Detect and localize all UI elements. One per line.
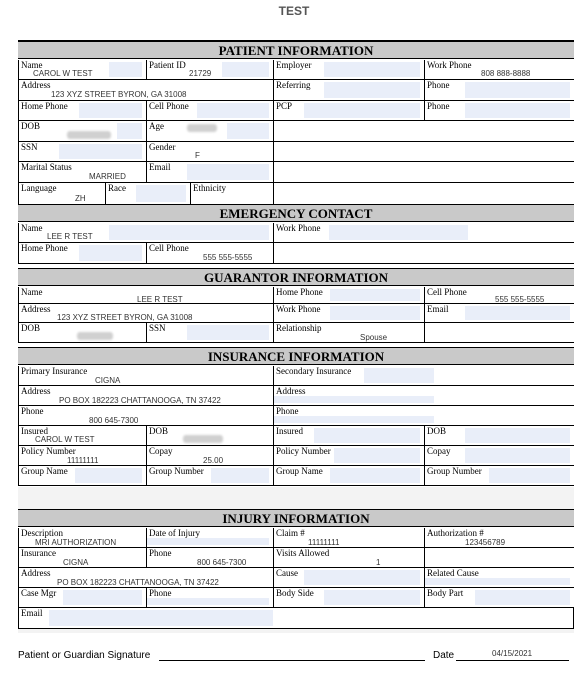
emergency-name-field[interactable] bbox=[18, 223, 273, 242]
race-label: Race bbox=[108, 183, 126, 193]
emergency-home-phone-field[interactable] bbox=[18, 243, 146, 263]
cause-field[interactable] bbox=[273, 568, 424, 587]
policy-number-field[interactable] bbox=[18, 446, 146, 465]
guarantor-email-label: Email bbox=[427, 304, 449, 314]
patient-address-field[interactable] bbox=[18, 80, 273, 100]
guarantor-address-label: Address bbox=[21, 304, 51, 314]
marital-label: Marital Status bbox=[21, 162, 72, 172]
redacted-guarantor-dob bbox=[77, 332, 113, 340]
insurance-phone-field[interactable] bbox=[18, 406, 273, 425]
guarantor-ssn-field[interactable] bbox=[146, 323, 273, 342]
email-field[interactable] bbox=[146, 162, 273, 182]
claim-label: Claim # bbox=[276, 528, 305, 538]
guarantor-address-value: 123 XYZ STREET BYRON, GA 31008 bbox=[57, 313, 193, 322]
guarantor-home-phone-field[interactable] bbox=[273, 287, 424, 303]
signature-label: Patient or Guardian Signature bbox=[18, 650, 151, 661]
pcp-label: PCP bbox=[276, 101, 293, 111]
injury-insurance-label: Insurance bbox=[21, 548, 56, 558]
patient-phone2-field[interactable] bbox=[424, 101, 574, 120]
guarantor-name-value: LEE R TEST bbox=[137, 295, 183, 303]
work-phone-label: Work Phone bbox=[427, 60, 472, 70]
relationship-field[interactable] bbox=[273, 323, 424, 342]
secondary-insurance-field[interactable] bbox=[273, 366, 574, 385]
referring-label: Referring bbox=[276, 80, 311, 90]
emergency-name-value: LEE R TEST bbox=[47, 232, 93, 241]
patient-id-value: 21729 bbox=[189, 69, 212, 78]
guarantor-work-phone-label: Work Phone bbox=[276, 304, 321, 314]
claim-value: 11111111 bbox=[308, 538, 340, 547]
description-label: Description bbox=[21, 528, 63, 538]
policy-number2-label: Policy Number bbox=[276, 446, 331, 456]
relationship-label: Relationship bbox=[276, 323, 322, 333]
insurance-phone2-label: Phone bbox=[276, 406, 299, 416]
copay-label: Copay bbox=[149, 446, 173, 456]
case-mgr-label: Case Mgr bbox=[21, 588, 57, 598]
relationship-value: Spouse bbox=[360, 333, 388, 342]
insured-dob-label: DOB bbox=[149, 426, 169, 436]
spacer bbox=[18, 487, 574, 509]
ethnicity-label: Ethnicity bbox=[193, 183, 226, 193]
patient-work-phone-field[interactable] bbox=[424, 60, 574, 79]
work-phone-value: 808 888-8888 bbox=[481, 69, 531, 78]
insured-field[interactable] bbox=[18, 426, 146, 445]
guarantor-work-phone-field[interactable] bbox=[273, 304, 424, 322]
insurance-phone2-field[interactable] bbox=[273, 406, 574, 425]
date-of-injury-field[interactable] bbox=[146, 528, 273, 547]
insurance-address2-field[interactable] bbox=[273, 386, 574, 405]
page-title: TEST bbox=[278, 4, 310, 18]
guarantor-cell-phone-value: 555 555-5555 bbox=[495, 295, 545, 303]
address-label: Address bbox=[21, 80, 51, 90]
patient-cell-phone-field[interactable] bbox=[146, 101, 273, 120]
patient-phone-field[interactable] bbox=[424, 80, 574, 100]
group-name2-label: Group Name bbox=[276, 466, 323, 476]
emergency-cell-phone-value: 555 555-5555 bbox=[203, 253, 253, 262]
group-name2-field[interactable] bbox=[273, 466, 424, 485]
dob-label: DOB bbox=[21, 121, 41, 131]
guarantor-email-field[interactable] bbox=[424, 304, 574, 322]
copay2-label: Copay bbox=[427, 446, 451, 456]
visits-allowed-value: 1 bbox=[376, 558, 381, 567]
group-name-label: Group Name bbox=[21, 466, 68, 476]
insured2-label: Insured bbox=[276, 426, 303, 436]
redacted-dob bbox=[67, 131, 111, 139]
ssn-label: SSN bbox=[21, 142, 38, 152]
gender-value: F bbox=[195, 151, 200, 160]
body-side-field[interactable] bbox=[273, 588, 424, 607]
insurance-address-field[interactable] bbox=[18, 386, 273, 405]
section-header-patient: PATIENT INFORMATION bbox=[18, 41, 574, 59]
pcp-field[interactable] bbox=[273, 101, 424, 120]
primary-insurance-value: CIGNA bbox=[95, 376, 121, 385]
insured2-field[interactable] bbox=[273, 426, 424, 445]
visits-allowed-field[interactable] bbox=[273, 548, 424, 567]
description-value: MRI AUTHORIZATION bbox=[35, 538, 117, 547]
authorization-value: 123456789 bbox=[465, 538, 506, 547]
emergency-work-phone-label: Work Phone bbox=[276, 223, 321, 233]
injury-phone-field[interactable] bbox=[146, 548, 273, 567]
date-label: Date bbox=[433, 650, 455, 661]
age-field[interactable] bbox=[146, 121, 273, 141]
cause-label: Cause bbox=[276, 568, 298, 578]
insured-dob-field[interactable] bbox=[146, 426, 273, 445]
insured-label: Insured bbox=[21, 426, 48, 436]
copay2-field[interactable] bbox=[424, 446, 574, 465]
group-number-field[interactable] bbox=[146, 466, 273, 485]
policy-number2-field[interactable] bbox=[273, 446, 424, 465]
authorization-field[interactable] bbox=[424, 528, 574, 547]
language-value: ZH bbox=[75, 194, 86, 203]
gender-field[interactable] bbox=[146, 142, 273, 161]
signature-line[interactable] bbox=[159, 660, 425, 661]
section-header-insurance: INSURANCE INFORMATION bbox=[18, 347, 574, 365]
insured2-dob-label: DOB bbox=[427, 426, 447, 436]
injury-address-label: Address bbox=[21, 568, 51, 578]
injury-email-field[interactable] bbox=[18, 608, 574, 628]
guarantor-grid bbox=[18, 287, 574, 343]
redacted-age bbox=[187, 124, 217, 132]
insurance-grid bbox=[18, 366, 574, 486]
policy-number-label: Policy Number bbox=[21, 446, 76, 456]
related-cause-label: Related Cause bbox=[427, 568, 479, 578]
emergency-name-label: Name bbox=[21, 223, 43, 233]
injury-address-value: PO BOX 182223 CHATTANOOGA, TN 37422 bbox=[57, 578, 219, 587]
copay-field[interactable] bbox=[146, 446, 273, 465]
employer-field[interactable] bbox=[273, 60, 424, 79]
injury-address-field[interactable] bbox=[18, 568, 273, 587]
insurance-address-label: Address bbox=[21, 386, 51, 396]
home-phone-label: Home Phone bbox=[21, 101, 68, 111]
emergency-cell-phone-field[interactable] bbox=[146, 243, 273, 263]
guarantor-dob-field[interactable] bbox=[18, 323, 146, 342]
date-line bbox=[456, 660, 569, 661]
injury-phone2-label: Phone bbox=[149, 588, 172, 598]
emergency-cell-phone-label: Cell Phone bbox=[149, 243, 189, 253]
injury-grid bbox=[18, 528, 574, 629]
emergency-home-phone-label: Home Phone bbox=[21, 243, 68, 253]
body-part-label: Body Part bbox=[427, 588, 464, 598]
cell-phone-label: Cell Phone bbox=[149, 101, 189, 111]
guarantor-home-phone-label: Home Phone bbox=[276, 287, 323, 297]
emergency-work-phone-field[interactable] bbox=[273, 223, 574, 242]
policy-number-value: 11111111 bbox=[67, 456, 99, 465]
address-value: 123 XYZ STREET BYRON, GA 31008 bbox=[51, 90, 187, 99]
patient-name-value: CAROL W TEST bbox=[33, 69, 93, 78]
employer-label: Employer bbox=[276, 60, 312, 70]
referring-field[interactable] bbox=[273, 80, 424, 100]
emergency-grid bbox=[18, 223, 574, 264]
patient-name-label: Name bbox=[21, 60, 43, 70]
authorization-label: Authorization # bbox=[427, 528, 484, 538]
injury-phone-value: 800 645-7300 bbox=[197, 558, 247, 567]
signature-row bbox=[18, 648, 574, 662]
group-name-field[interactable] bbox=[18, 466, 146, 485]
insurance-phone-value: 800 645-7300 bbox=[89, 416, 139, 425]
injury-email-label: Email bbox=[21, 608, 43, 618]
email-label: Email bbox=[149, 162, 171, 172]
body-part-field[interactable] bbox=[424, 588, 574, 607]
guarantor-ssn-label: SSN bbox=[149, 323, 166, 333]
case-mgr-field[interactable] bbox=[18, 588, 146, 607]
insured-value: CAROL W TEST bbox=[35, 435, 95, 444]
patient-name-field[interactable] bbox=[18, 60, 146, 79]
patient-home-phone-field[interactable] bbox=[18, 101, 146, 120]
insurance-phone-label: Phone bbox=[21, 406, 44, 416]
marital-value: MARRIED bbox=[89, 172, 126, 181]
insurance-address-value: PO BOX 182223 CHATTANOOGA, TN 37422 bbox=[59, 396, 221, 405]
language-label: Language bbox=[21, 183, 57, 193]
language-field[interactable] bbox=[18, 183, 105, 204]
guarantor-name-label: Name bbox=[21, 287, 43, 297]
ssn-field[interactable] bbox=[18, 142, 146, 161]
guarantor-cell-phone-field[interactable] bbox=[424, 287, 574, 303]
guarantor-cell-phone-label: Cell Phone bbox=[427, 287, 467, 297]
claim-field[interactable] bbox=[273, 528, 424, 547]
section-header-emergency: EMERGENCY CONTACT bbox=[18, 204, 574, 222]
section-header-injury: INJURY INFORMATION bbox=[18, 509, 574, 527]
redacted-insured-dob bbox=[183, 435, 223, 443]
section-header-guarantor: GUARANTOR INFORMATION bbox=[18, 268, 574, 286]
injury-phone2-field[interactable] bbox=[146, 588, 273, 607]
patient-id-label: Patient ID bbox=[149, 60, 186, 70]
group-number2-label: Group Number bbox=[427, 466, 482, 476]
insurance-address2-label: Address bbox=[276, 386, 306, 396]
primary-insurance-field[interactable] bbox=[18, 366, 273, 385]
phone2-label: Phone bbox=[427, 101, 450, 111]
phone-label: Phone bbox=[427, 80, 450, 90]
visits-allowed-label: Visits Allowed bbox=[276, 548, 330, 558]
copay-value: 25.00 bbox=[203, 456, 224, 465]
group-number-label: Group Number bbox=[149, 466, 204, 476]
date-value[interactable]: 04/15/2021 bbox=[492, 649, 533, 658]
dob-field[interactable] bbox=[18, 121, 146, 141]
group-number2-field[interactable] bbox=[424, 466, 574, 485]
age-label: Age bbox=[149, 121, 164, 131]
patient-grid bbox=[18, 60, 574, 205]
gender-label: Gender bbox=[149, 142, 176, 152]
injury-phone-label: Phone bbox=[149, 548, 172, 558]
insured2-dob-field[interactable] bbox=[424, 426, 574, 445]
date-of-injury-label: Date of Injury bbox=[149, 528, 200, 538]
injury-insurance-value: CIGNA bbox=[63, 558, 89, 567]
race-field[interactable] bbox=[105, 183, 190, 204]
primary-insurance-label: Primary Insurance bbox=[21, 366, 88, 376]
guarantor-name-field[interactable] bbox=[18, 287, 273, 303]
spacer-bottom bbox=[18, 629, 574, 633]
ethnicity-field[interactable] bbox=[190, 183, 273, 204]
related-cause-field[interactable] bbox=[424, 568, 574, 587]
marital-status-field[interactable] bbox=[18, 162, 146, 182]
body-side-label: Body Side bbox=[276, 588, 314, 598]
injury-insurance-field[interactable] bbox=[18, 548, 146, 567]
guarantor-dob-label: DOB bbox=[21, 323, 41, 333]
secondary-insurance-label: Secondary Insurance bbox=[276, 366, 352, 376]
description-field[interactable] bbox=[18, 528, 146, 547]
guarantor-address-field[interactable] bbox=[18, 304, 273, 322]
patient-id-field[interactable] bbox=[146, 60, 273, 79]
